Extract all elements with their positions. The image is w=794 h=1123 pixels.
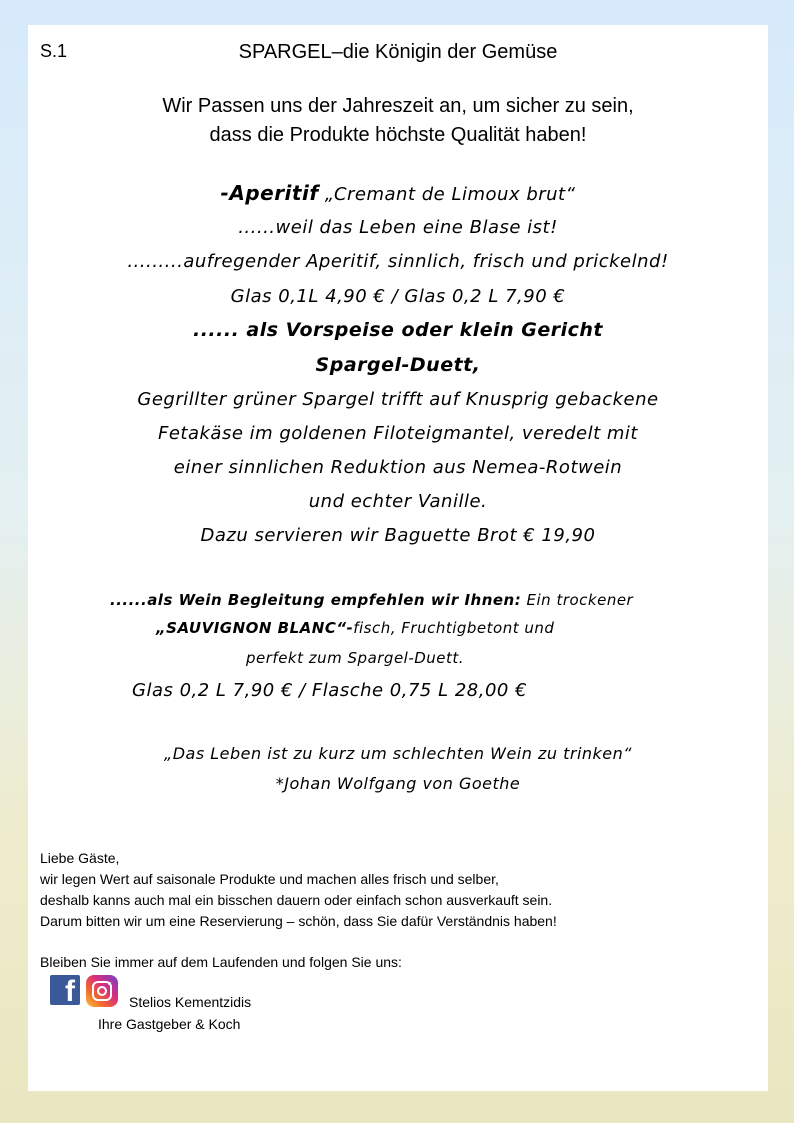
page-title: SPARGEL–die Königin der Gemüse xyxy=(238,41,558,63)
dish-desc-5: Dazu servieren wir Baguette Brot € 19,90 xyxy=(200,525,596,546)
intro-line-1: Wir Passen uns der Jahreszeit an, um sicher zu sein, xyxy=(162,95,634,117)
quote-author: *Johan Wolfgang von Goethe xyxy=(275,774,521,793)
quote-text: „Das Leben ist zu kurz um schlechten Wein zu trinken“ xyxy=(163,744,633,763)
instagram-lens-icon xyxy=(97,986,107,996)
menu-page xyxy=(28,25,768,1091)
notice-line-1: wir legen Wert auf saisonale Produkte und machen alles frisch und selber, xyxy=(40,871,499,887)
wine-name-rest: fisch, Fruchtigbetont und xyxy=(353,619,555,637)
page-number: S.1 xyxy=(40,41,68,61)
aperitif-line-3: .........aufregender Aperitif, sinnlich, frisch und prickelnd! xyxy=(127,251,669,272)
signature-name: Stelios Kementzidis xyxy=(129,994,252,1010)
dish-desc-2: Fetakäse im goldenen Filoteigmantel, veredelt mit xyxy=(157,423,638,444)
instagram-icon[interactable] xyxy=(86,975,118,1007)
wine-intro: ......als Wein Begleitung empfehlen wir Ihnen: xyxy=(110,591,522,609)
dish-name: Spargel-Duett, xyxy=(315,354,481,376)
aperitif-label: -Aperitif xyxy=(220,181,319,205)
wine-name: „SAUVIGNON BLANC“- xyxy=(156,619,354,637)
facebook-glyph: f xyxy=(65,975,75,1005)
wine-line-3: perfekt zum Spargel-Duett. xyxy=(246,649,465,667)
follow-text: Bleiben Sie immer auf dem Laufenden und folgen Sie uns: xyxy=(40,954,402,970)
notice-line-2: deshalb kanns auch mal ein bisschen dauern oder einfach schon ausverkauft sein. xyxy=(40,892,553,908)
wine-prices: Glas 0,2 L 7,90 € / Flasche 0,75 L 28,00 € xyxy=(132,680,528,701)
dish-desc-3: einer sinnlichen Reduktion aus Nemea-Rotwein xyxy=(173,457,623,478)
aperitif-title xyxy=(28,181,768,205)
signature-role: Ihre Gastgeber & Koch xyxy=(98,1016,241,1032)
intro-line-2: dass die Produkte höchste Qualität haben! xyxy=(209,124,587,146)
wine-line-1 xyxy=(110,591,633,609)
dish-desc-4: und echter Vanille. xyxy=(308,491,488,512)
wine-intro-rest: Ein trockener xyxy=(521,591,634,609)
dish-heading: ...... als Vorspeise oder klein Gericht xyxy=(193,319,603,341)
facebook-icon[interactable] xyxy=(50,975,80,1005)
aperitif-prices: Glas 0,1L 4,90 € / Glas 0,2 L 7,90 € xyxy=(230,286,566,307)
wine-line-2 xyxy=(156,619,554,637)
dish-desc-1: Gegrillter grüner Spargel trifft auf Knusprig gebackene xyxy=(137,389,659,410)
instagram-dot-icon xyxy=(108,982,111,985)
notice-greeting: Liebe Gäste, xyxy=(40,850,120,866)
aperitif-name: „Cremant de Limoux brut“ xyxy=(324,184,576,205)
aperitif-line-2: ......weil das Leben eine Blase ist! xyxy=(238,217,558,238)
notice-line-3: Darum bitten wir um eine Reservierung – schön, dass Sie dafür Verständnis haben! xyxy=(40,913,557,929)
